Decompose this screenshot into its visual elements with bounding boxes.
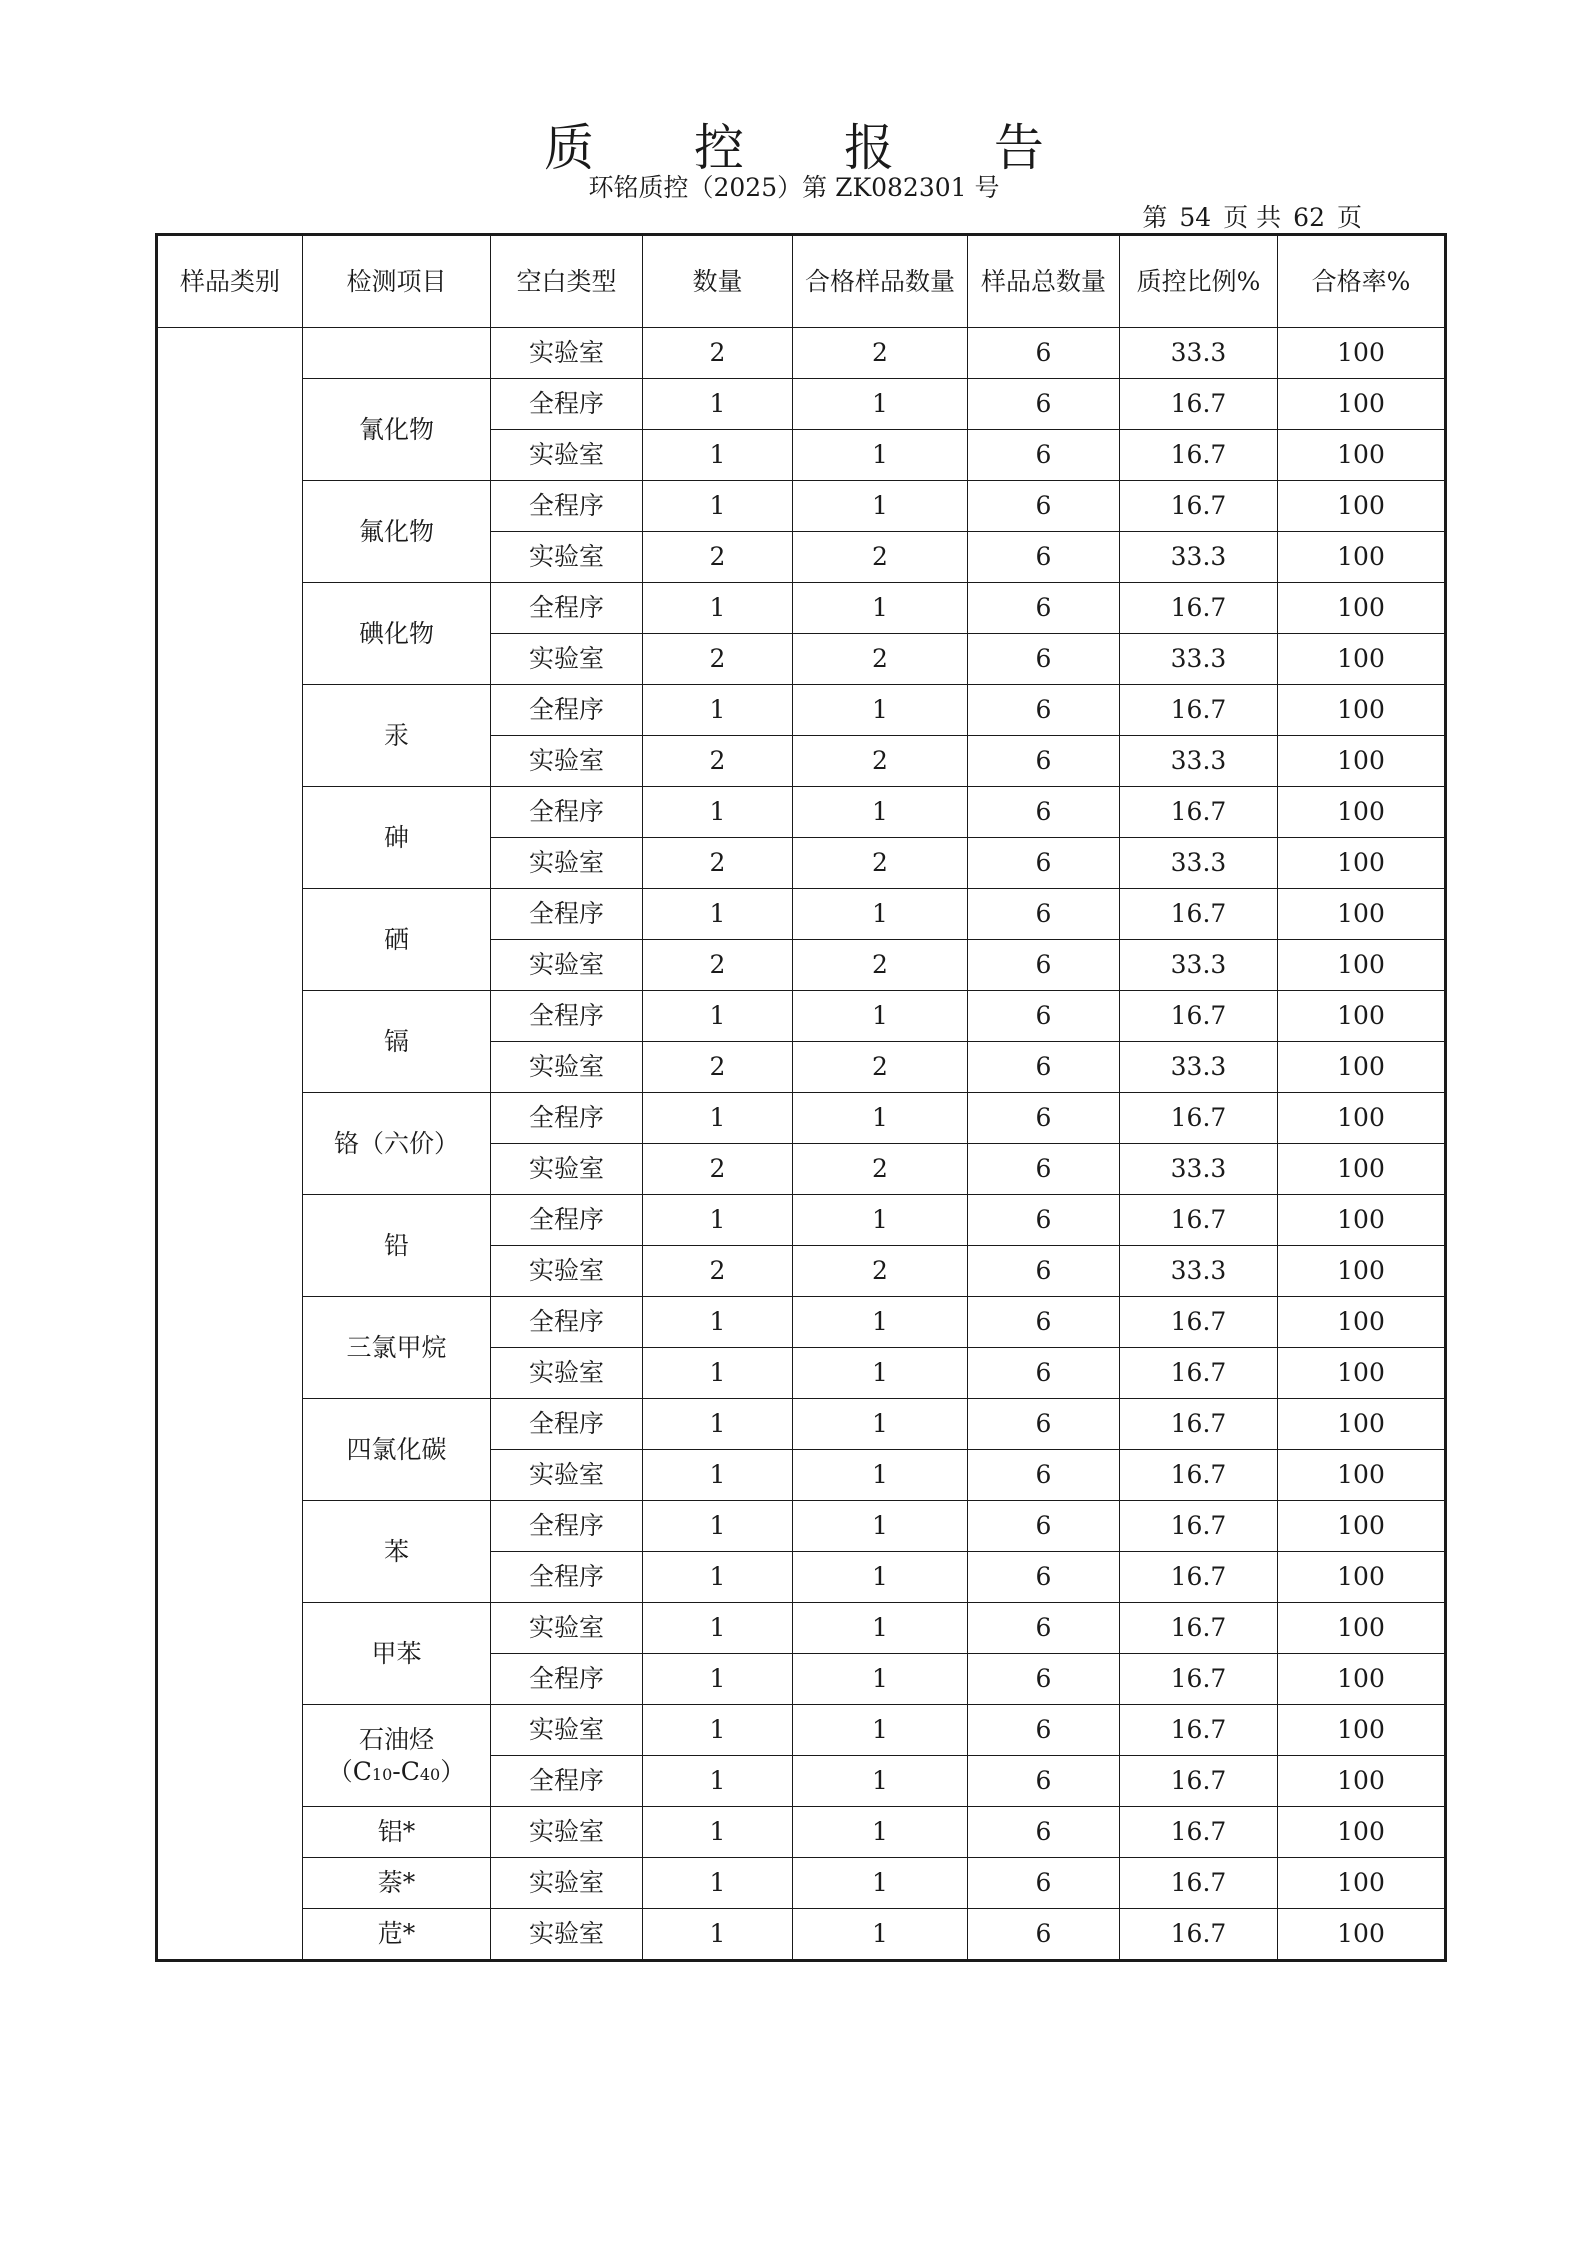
qualified-count-cell: 1 bbox=[793, 889, 968, 940]
blank-type-cell: 实验室 bbox=[491, 1603, 643, 1654]
total-samples-cell: 6 bbox=[968, 1552, 1120, 1603]
quantity-cell: 2 bbox=[643, 736, 793, 787]
qc-ratio-cell: 33.3 bbox=[1120, 328, 1278, 379]
pass-rate-cell: 100 bbox=[1278, 1603, 1446, 1654]
blank-type-cell: 全程序 bbox=[491, 1093, 643, 1144]
qualified-count-cell: 1 bbox=[793, 1501, 968, 1552]
test-item-cell bbox=[303, 889, 491, 991]
total-samples-cell: 6 bbox=[968, 1807, 1120, 1858]
quantity-cell: 2 bbox=[643, 838, 793, 889]
quantity-cell: 1 bbox=[643, 889, 793, 940]
blank-type-cell: 全程序 bbox=[491, 787, 643, 838]
pass-rate-cell: 100 bbox=[1278, 787, 1446, 838]
blank-type-cell: 全程序 bbox=[491, 1552, 643, 1603]
page-prefix: 第 bbox=[1142, 203, 1168, 232]
qc-ratio-cell: 16.7 bbox=[1120, 1807, 1278, 1858]
qc-ratio-cell: 16.7 bbox=[1120, 430, 1278, 481]
pass-rate-cell: 100 bbox=[1278, 1348, 1446, 1399]
quantity-cell: 2 bbox=[643, 532, 793, 583]
quantity-cell: 1 bbox=[643, 1450, 793, 1501]
table-row bbox=[157, 1093, 1446, 1144]
quantity-cell: 2 bbox=[643, 1042, 793, 1093]
quantity-cell: 2 bbox=[643, 328, 793, 379]
quantity-cell: 1 bbox=[643, 1654, 793, 1705]
qualified-count-cell: 1 bbox=[793, 1858, 968, 1909]
test-item-cell bbox=[303, 379, 491, 481]
total-samples-cell: 6 bbox=[968, 1399, 1120, 1450]
test-item-name: 苊* bbox=[377, 1919, 416, 1949]
pass-rate-cell: 100 bbox=[1278, 1654, 1446, 1705]
qualified-count-cell: 2 bbox=[793, 838, 968, 889]
quantity-cell: 2 bbox=[643, 940, 793, 991]
test-item-name: 铬（六价） bbox=[333, 1128, 459, 1158]
test-item-cell bbox=[303, 1807, 491, 1858]
pass-rate-cell: 100 bbox=[1278, 634, 1446, 685]
table-row bbox=[157, 481, 1446, 532]
qc-ratio-cell: 16.7 bbox=[1120, 1909, 1278, 1961]
test-item-name: 铅 bbox=[383, 1230, 409, 1260]
total-samples-cell: 6 bbox=[968, 1348, 1120, 1399]
test-item-cell bbox=[303, 1297, 491, 1399]
quantity-cell: 1 bbox=[643, 991, 793, 1042]
qc-ratio-cell: 16.7 bbox=[1120, 889, 1278, 940]
blank-type-cell: 全程序 bbox=[491, 1297, 643, 1348]
qualified-count-cell: 1 bbox=[793, 991, 968, 1042]
quantity-cell: 1 bbox=[643, 1603, 793, 1654]
qualified-count-cell: 1 bbox=[793, 787, 968, 838]
header-row bbox=[157, 235, 1446, 328]
blank-type-cell: 实验室 bbox=[491, 430, 643, 481]
col-qc-ratio: 质控比例% bbox=[1120, 235, 1278, 328]
total-samples-cell: 6 bbox=[968, 1246, 1120, 1297]
pass-rate-cell: 100 bbox=[1278, 532, 1446, 583]
qc-ratio-cell: 16.7 bbox=[1120, 1501, 1278, 1552]
blank-type-cell: 实验室 bbox=[491, 1858, 643, 1909]
table-header bbox=[157, 235, 1446, 328]
quantity-cell: 1 bbox=[643, 1093, 793, 1144]
table-row bbox=[157, 1501, 1446, 1552]
table-row bbox=[157, 328, 1446, 379]
sample-category-cell bbox=[157, 328, 303, 1961]
total-samples-cell: 6 bbox=[968, 1603, 1120, 1654]
total-samples-cell: 6 bbox=[968, 1195, 1120, 1246]
qc-ratio-cell: 33.3 bbox=[1120, 1042, 1278, 1093]
col-test-item: 检测项目 bbox=[303, 235, 491, 328]
quantity-cell: 1 bbox=[643, 1807, 793, 1858]
table-row bbox=[157, 1399, 1446, 1450]
total-samples-cell: 6 bbox=[968, 634, 1120, 685]
col-pass-rate: 合格率% bbox=[1278, 235, 1446, 328]
total-samples-cell: 6 bbox=[968, 1756, 1120, 1807]
qualified-count-cell: 1 bbox=[793, 1450, 968, 1501]
total-samples-cell: 6 bbox=[968, 1654, 1120, 1705]
pass-rate-cell: 100 bbox=[1278, 1042, 1446, 1093]
qualified-count-cell: 1 bbox=[793, 1909, 968, 1961]
test-item-name: 氟化物 bbox=[358, 516, 434, 546]
test-item-cell bbox=[303, 1858, 491, 1909]
qualified-count-cell: 1 bbox=[793, 1348, 968, 1399]
pass-rate-cell: 100 bbox=[1278, 583, 1446, 634]
total-samples-cell: 6 bbox=[968, 481, 1120, 532]
qualified-count-cell: 2 bbox=[793, 736, 968, 787]
table-body bbox=[157, 328, 1446, 1961]
test-item-name-line2 bbox=[303, 1756, 490, 1787]
quantity-cell: 1 bbox=[643, 1705, 793, 1756]
total-samples-cell: 6 bbox=[968, 583, 1120, 634]
quantity-cell: 1 bbox=[643, 481, 793, 532]
test-item-name: 三氯甲烷 bbox=[346, 1332, 447, 1362]
blank-type-cell: 全程序 bbox=[491, 379, 643, 430]
total-samples-cell: 6 bbox=[968, 1042, 1120, 1093]
blank-type-cell: 全程序 bbox=[491, 1654, 643, 1705]
table-row bbox=[157, 1705, 1446, 1756]
qualified-count-cell: 1 bbox=[793, 481, 968, 532]
blank-type-cell: 全程序 bbox=[491, 685, 643, 736]
test-item-cell bbox=[303, 1603, 491, 1705]
qualified-count-cell: 1 bbox=[793, 1399, 968, 1450]
qualified-count-cell: 1 bbox=[793, 1297, 968, 1348]
pass-rate-cell: 100 bbox=[1278, 1195, 1446, 1246]
blank-type-cell: 实验室 bbox=[491, 634, 643, 685]
qc-ratio-cell: 16.7 bbox=[1120, 481, 1278, 532]
blank-type-cell: 全程序 bbox=[491, 889, 643, 940]
qualified-count-cell: 1 bbox=[793, 1603, 968, 1654]
pass-rate-cell: 100 bbox=[1278, 838, 1446, 889]
qc-ratio-cell: 16.7 bbox=[1120, 1603, 1278, 1654]
pass-rate-cell: 100 bbox=[1278, 940, 1446, 991]
qc-ratio-cell: 16.7 bbox=[1120, 1858, 1278, 1909]
total-samples-cell: 6 bbox=[968, 736, 1120, 787]
qualified-count-cell: 1 bbox=[793, 1195, 968, 1246]
quantity-cell: 1 bbox=[643, 1501, 793, 1552]
pass-rate-cell: 100 bbox=[1278, 1909, 1446, 1961]
qc-ratio-cell: 16.7 bbox=[1120, 1756, 1278, 1807]
test-item-cell bbox=[303, 787, 491, 889]
test-item-cell bbox=[303, 328, 491, 379]
pass-rate-cell: 100 bbox=[1278, 991, 1446, 1042]
pass-rate-cell: 100 bbox=[1278, 1858, 1446, 1909]
quantity-cell: 1 bbox=[643, 1858, 793, 1909]
test-item-name-part: （C bbox=[327, 1756, 372, 1786]
total-samples-cell: 6 bbox=[968, 1909, 1120, 1961]
blank-type-cell: 全程序 bbox=[491, 1756, 643, 1807]
total-samples-cell: 6 bbox=[968, 1705, 1120, 1756]
col-total-samples: 样品总数量 bbox=[968, 235, 1120, 328]
pass-rate-cell: 100 bbox=[1278, 1552, 1446, 1603]
blank-type-cell: 全程序 bbox=[491, 481, 643, 532]
total-samples-cell: 6 bbox=[968, 685, 1120, 736]
qc-ratio-cell: 33.3 bbox=[1120, 634, 1278, 685]
qc-ratio-cell: 16.7 bbox=[1120, 1297, 1278, 1348]
quantity-cell: 1 bbox=[643, 787, 793, 838]
test-item-name: 铝* bbox=[377, 1817, 416, 1847]
quantity-cell: 1 bbox=[643, 379, 793, 430]
pass-rate-cell: 100 bbox=[1278, 1450, 1446, 1501]
qc-ratio-cell: 16.7 bbox=[1120, 379, 1278, 430]
quantity-cell: 1 bbox=[643, 1552, 793, 1603]
page-current: 54 bbox=[1179, 203, 1212, 232]
test-item-name: 甲苯 bbox=[371, 1638, 422, 1668]
pass-rate-cell: 100 bbox=[1278, 430, 1446, 481]
test-item-name: 硒 bbox=[383, 924, 409, 954]
blank-type-cell: 实验室 bbox=[491, 1144, 643, 1195]
qc-ratio-cell: 16.7 bbox=[1120, 787, 1278, 838]
qc-ratio-cell: 16.7 bbox=[1120, 1705, 1278, 1756]
quantity-cell: 1 bbox=[643, 1195, 793, 1246]
blank-type-cell: 实验室 bbox=[491, 1807, 643, 1858]
page-indicator bbox=[1136, 198, 1368, 234]
blank-type-cell: 实验室 bbox=[491, 1450, 643, 1501]
total-samples-cell: 6 bbox=[968, 430, 1120, 481]
qc-ratio-cell: 16.7 bbox=[1120, 1552, 1278, 1603]
total-samples-cell: 6 bbox=[968, 1450, 1120, 1501]
table-row bbox=[157, 991, 1446, 1042]
qc-ratio-cell: 16.7 bbox=[1120, 1093, 1278, 1144]
blank-type-cell: 全程序 bbox=[491, 583, 643, 634]
table-row bbox=[157, 1807, 1446, 1858]
qualified-count-cell: 1 bbox=[793, 1807, 968, 1858]
report-number: 环铭质控（2025）第 ZK082301 号 bbox=[588, 173, 1000, 202]
qc-table bbox=[155, 233, 1447, 1962]
qualified-count-cell: 1 bbox=[793, 430, 968, 481]
total-samples-cell: 6 bbox=[968, 379, 1120, 430]
qc-ratio-cell: 16.7 bbox=[1120, 1348, 1278, 1399]
page-middle: 页 共 bbox=[1223, 203, 1282, 232]
test-item-name: 萘* bbox=[377, 1868, 416, 1898]
qualified-count-cell: 1 bbox=[793, 685, 968, 736]
qc-ratio-cell: 33.3 bbox=[1120, 1144, 1278, 1195]
pass-rate-cell: 100 bbox=[1278, 1093, 1446, 1144]
qualified-count-cell: 2 bbox=[793, 328, 968, 379]
pass-rate-cell: 100 bbox=[1278, 1246, 1446, 1297]
test-item-name: 氰化物 bbox=[358, 414, 434, 444]
qualified-count-cell: 1 bbox=[793, 583, 968, 634]
test-item-cell bbox=[303, 481, 491, 583]
blank-type-cell: 实验室 bbox=[491, 1042, 643, 1093]
test-item-cell bbox=[303, 1093, 491, 1195]
qc-ratio-cell: 16.7 bbox=[1120, 583, 1278, 634]
total-samples-cell: 6 bbox=[968, 991, 1120, 1042]
quantity-cell: 1 bbox=[643, 1756, 793, 1807]
page-suffix: 页 bbox=[1336, 203, 1362, 232]
test-item-cell bbox=[303, 1501, 491, 1603]
report-title: 质 控 报 告 bbox=[544, 119, 1086, 177]
total-samples-cell: 6 bbox=[968, 1858, 1120, 1909]
col-blank-type: 空白类型 bbox=[491, 235, 643, 328]
pass-rate-cell: 100 bbox=[1278, 1705, 1446, 1756]
qc-ratio-cell: 33.3 bbox=[1120, 532, 1278, 583]
blank-type-cell: 实验室 bbox=[491, 736, 643, 787]
qc-ratio-cell: 33.3 bbox=[1120, 940, 1278, 991]
test-item-name: 苯 bbox=[383, 1536, 409, 1566]
total-samples-cell: 6 bbox=[968, 787, 1120, 838]
qualified-count-cell: 1 bbox=[793, 1705, 968, 1756]
col-sample-category: 样品类别 bbox=[157, 235, 303, 328]
blank-type-cell: 实验室 bbox=[491, 1348, 643, 1399]
qualified-count-cell: 2 bbox=[793, 1144, 968, 1195]
qc-ratio-cell: 16.7 bbox=[1120, 1195, 1278, 1246]
test-item-name: 汞 bbox=[383, 720, 409, 750]
blank-type-cell: 全程序 bbox=[491, 1501, 643, 1552]
qc-ratio-cell: 33.3 bbox=[1120, 736, 1278, 787]
test-item-name-part: 10 bbox=[371, 1764, 393, 1784]
table-row bbox=[157, 787, 1446, 838]
pass-rate-cell: 100 bbox=[1278, 685, 1446, 736]
quantity-cell: 1 bbox=[643, 1399, 793, 1450]
total-samples-cell: 6 bbox=[968, 1093, 1120, 1144]
pass-rate-cell: 100 bbox=[1278, 379, 1446, 430]
quantity-cell: 1 bbox=[643, 583, 793, 634]
table-row bbox=[157, 889, 1446, 940]
qc-ratio-cell: 16.7 bbox=[1120, 1654, 1278, 1705]
quantity-cell: 1 bbox=[643, 1909, 793, 1961]
blank-type-cell: 全程序 bbox=[491, 1399, 643, 1450]
quantity-cell: 1 bbox=[643, 685, 793, 736]
test-item-cell bbox=[303, 1705, 491, 1807]
test-item-name-part: ） bbox=[440, 1756, 466, 1786]
quantity-cell: 1 bbox=[643, 1297, 793, 1348]
qualified-count-cell: 1 bbox=[793, 1552, 968, 1603]
blank-type-cell: 实验室 bbox=[491, 940, 643, 991]
test-item-name: 砷 bbox=[383, 822, 409, 852]
blank-type-cell: 实验室 bbox=[491, 532, 643, 583]
table-row bbox=[157, 1909, 1446, 1961]
page-total: 62 bbox=[1293, 203, 1325, 232]
qualified-count-cell: 2 bbox=[793, 1042, 968, 1093]
table-row bbox=[157, 685, 1446, 736]
qc-ratio-cell: 33.3 bbox=[1120, 1246, 1278, 1297]
qualified-count-cell: 1 bbox=[793, 1756, 968, 1807]
blank-type-cell: 全程序 bbox=[491, 991, 643, 1042]
total-samples-cell: 6 bbox=[968, 328, 1120, 379]
pass-rate-cell: 100 bbox=[1278, 481, 1446, 532]
quantity-cell: 2 bbox=[643, 634, 793, 685]
test-item-cell bbox=[303, 991, 491, 1093]
total-samples-cell: 6 bbox=[968, 838, 1120, 889]
pass-rate-cell: 100 bbox=[1278, 1756, 1446, 1807]
test-item-cell bbox=[303, 1909, 491, 1961]
qc-ratio-cell: 16.7 bbox=[1120, 1450, 1278, 1501]
test-item-name-part: 40 bbox=[419, 1764, 441, 1784]
table-row bbox=[157, 1603, 1446, 1654]
qualified-count-cell: 2 bbox=[793, 1246, 968, 1297]
qc-ratio-cell: 16.7 bbox=[1120, 685, 1278, 736]
test-item-name: 石油烃 bbox=[358, 1725, 434, 1755]
test-item-cell bbox=[303, 1399, 491, 1501]
table-row bbox=[157, 1297, 1446, 1348]
total-samples-cell: 6 bbox=[968, 1297, 1120, 1348]
total-samples-cell: 6 bbox=[968, 940, 1120, 991]
blank-type-cell: 实验室 bbox=[491, 1705, 643, 1756]
quantity-cell: 2 bbox=[643, 1144, 793, 1195]
pass-rate-cell: 100 bbox=[1278, 1144, 1446, 1195]
col-qualified-count: 合格样品数量 bbox=[793, 235, 968, 328]
test-item-name: 镉 bbox=[383, 1026, 409, 1056]
table-row bbox=[157, 379, 1446, 430]
blank-type-cell: 实验室 bbox=[491, 1909, 643, 1961]
total-samples-cell: 6 bbox=[968, 1144, 1120, 1195]
qualified-count-cell: 1 bbox=[793, 1654, 968, 1705]
qualified-count-cell: 1 bbox=[793, 379, 968, 430]
test-item-name-part: -C bbox=[392, 1756, 420, 1786]
total-samples-cell: 6 bbox=[968, 532, 1120, 583]
blank-type-cell: 实验室 bbox=[491, 838, 643, 889]
table-row bbox=[157, 1195, 1446, 1246]
test-item-cell bbox=[303, 583, 491, 685]
qc-ratio-cell: 16.7 bbox=[1120, 991, 1278, 1042]
total-samples-cell: 6 bbox=[968, 1501, 1120, 1552]
quantity-cell: 1 bbox=[643, 430, 793, 481]
pass-rate-cell: 100 bbox=[1278, 1807, 1446, 1858]
qualified-count-cell: 2 bbox=[793, 532, 968, 583]
table-row bbox=[157, 583, 1446, 634]
qc-ratio-cell: 16.7 bbox=[1120, 1399, 1278, 1450]
blank-type-cell: 实验室 bbox=[491, 328, 643, 379]
pass-rate-cell: 100 bbox=[1278, 736, 1446, 787]
qualified-count-cell: 1 bbox=[793, 1093, 968, 1144]
col-quantity: 数量 bbox=[643, 235, 793, 328]
total-samples-cell: 6 bbox=[968, 889, 1120, 940]
quantity-cell: 1 bbox=[643, 1348, 793, 1399]
test-item-name: 四氯化碳 bbox=[346, 1434, 447, 1464]
pass-rate-cell: 100 bbox=[1278, 889, 1446, 940]
qc-ratio-cell: 33.3 bbox=[1120, 838, 1278, 889]
quantity-cell: 2 bbox=[643, 1246, 793, 1297]
pass-rate-cell: 100 bbox=[1278, 1399, 1446, 1450]
test-item-name: 碘化物 bbox=[358, 618, 434, 648]
blank-type-cell: 实验室 bbox=[491, 1246, 643, 1297]
qualified-count-cell: 2 bbox=[793, 940, 968, 991]
test-item-cell bbox=[303, 1195, 491, 1297]
qualified-count-cell: 2 bbox=[793, 634, 968, 685]
test-item-cell bbox=[303, 685, 491, 787]
pass-rate-cell: 100 bbox=[1278, 1501, 1446, 1552]
pass-rate-cell: 100 bbox=[1278, 328, 1446, 379]
pass-rate-cell: 100 bbox=[1278, 1297, 1446, 1348]
blank-type-cell: 全程序 bbox=[491, 1195, 643, 1246]
table-row bbox=[157, 1858, 1446, 1909]
